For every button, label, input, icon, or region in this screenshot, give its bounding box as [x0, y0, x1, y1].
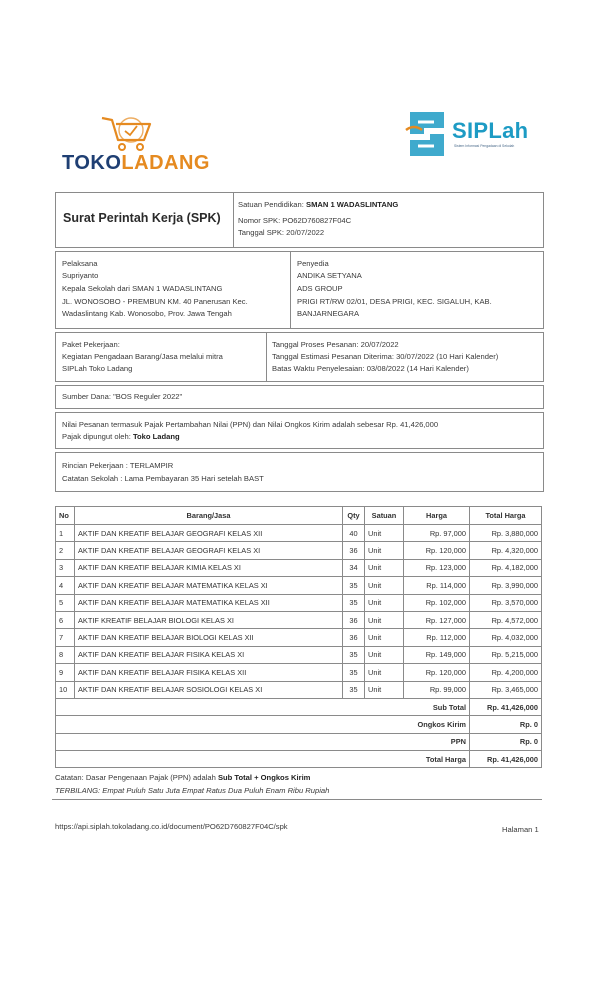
paket-line-1: Kegiatan Pengadaan Barang/Jasa melalui mitra	[62, 352, 223, 361]
pelaksana-address-2: Wadaslintang Kab. Wonosobo, Prov. Jawa Tengah	[62, 309, 232, 318]
cell-no: 9	[56, 664, 75, 681]
summary-value: Rp. 0	[470, 733, 542, 750]
cell-item: AKTIF DAN KREATIF BELAJAR FISIKA KELAS XI	[75, 646, 343, 663]
sumber-dana: Sumber Dana: "BOS Reguler 2022"	[62, 392, 183, 401]
cell-qty: 40	[343, 525, 365, 542]
cell-no: 10	[56, 681, 75, 698]
summary-value: Rp. 41,426,000	[470, 751, 542, 768]
page-number: Halaman 1	[502, 825, 539, 834]
pajak-line-1: Nilai Pesanan termasuk Pajak Pertambahan Nilai (PPN) dan Nilai Ongkos Kirim adalah sebesar Rp. 41,426,000	[62, 420, 439, 429]
siplah-logo	[404, 108, 554, 160]
summary-spacer	[56, 698, 404, 715]
cell-unit: Unit	[365, 577, 404, 594]
penyedia-address-1: PRIGI RT/RW 02/01, DESA PRIGI, KEC. SIGALUH, KAB.	[297, 297, 492, 306]
cell-item: AKTIF DAN KREATIF BELAJAR GEOGRAFI KELAS XI	[75, 542, 343, 559]
siplah-wordmark: SIPLah	[452, 118, 529, 143]
cell-item: AKTIF KREATIF BELAJAR BIOLOGI KELAS XI	[75, 611, 343, 628]
cell-price: Rp. 114,000	[404, 577, 470, 594]
table-row	[56, 577, 542, 594]
col-unit: Satuan	[365, 507, 404, 525]
siplah-tagline: Sistem Informasi Pengadaan di Sekolah	[454, 144, 515, 148]
cell-total: Rp. 4,200,000	[470, 664, 542, 681]
table-row	[56, 594, 542, 611]
cell-total: Rp. 3,465,000	[470, 681, 542, 698]
tanggal-spk: Tanggal SPK: 20/07/2022	[238, 228, 325, 237]
cell-qty: 34	[343, 559, 365, 576]
cell-total: Rp. 4,032,000	[470, 629, 542, 646]
toko-ladang-wordmark: TOKOLADANG	[62, 152, 210, 174]
divider	[52, 799, 542, 800]
col-no: No	[56, 507, 75, 525]
batas-waktu: Batas Waktu Penyelesaian: 03/08/2022 (14 Hari Kalender)	[272, 364, 469, 373]
summary-spacer	[56, 716, 404, 733]
document-url: https://api.siplah.tokoladang.co.id/document/PO62D760827F04C/spk	[55, 822, 288, 831]
cell-unit: Unit	[365, 681, 404, 698]
table-row	[56, 664, 542, 681]
cell-no: 8	[56, 646, 75, 663]
rincian-box	[55, 452, 544, 492]
pajak-line-2: Pajak dipungut oleh: Toko Ladang	[62, 432, 180, 441]
cell-unit: Unit	[365, 542, 404, 559]
cell-unit: Unit	[365, 611, 404, 628]
cell-qty: 35	[343, 681, 365, 698]
cell-price: Rp. 127,000	[404, 611, 470, 628]
cell-item: AKTIF DAN KREATIF BELAJAR MATEMATIKA KELAS XII	[75, 594, 343, 611]
cell-total: Rp. 3,570,000	[470, 594, 542, 611]
cell-price: Rp. 112,000	[404, 629, 470, 646]
table-row	[56, 681, 542, 698]
cell-price: Rp. 120,000	[404, 542, 470, 559]
pelaksana-role: Kepala Sekolah dari SMAN 1 WADASLINTANG	[62, 284, 223, 293]
cell-qty: 35	[343, 664, 365, 681]
cell-item: AKTIF DAN KREATIF BELAJAR FISIKA KELAS XII	[75, 664, 343, 681]
cell-item: AKTIF DAN KREATIF BELAJAR MATEMATIKA KELAS XI	[75, 577, 343, 594]
summary-spacer	[56, 751, 404, 768]
summary-label: Sub Total	[404, 698, 470, 715]
cell-price: Rp. 123,000	[404, 559, 470, 576]
penyedia-name: ANDIKA SETYANA	[297, 271, 362, 280]
table-row	[56, 542, 542, 559]
penyedia-address-2: BANJARNEGARA	[297, 309, 360, 318]
table-row	[56, 559, 542, 576]
cell-qty: 35	[343, 646, 365, 663]
document-title: Surat Perintah Kerja (SPK)	[63, 211, 221, 225]
summary-row	[56, 698, 542, 715]
cell-no: 6	[56, 611, 75, 628]
siplah-s-icon	[404, 108, 450, 160]
summary-label: Total Harga	[404, 751, 470, 768]
col-qty: Qty	[343, 507, 365, 525]
catatan-dpp: Catatan: Dasar Pengenaan Pajak (PPN) adalah Sub Total + Ongkos Kirim	[55, 773, 311, 782]
cell-qty: 36	[343, 611, 365, 628]
table-row	[56, 611, 542, 628]
cell-no: 4	[56, 577, 75, 594]
table-row	[56, 525, 542, 542]
cell-qty: 36	[343, 629, 365, 646]
cell-item: AKTIF DAN KREATIF BELAJAR SOSIOLOGI KELAS XI	[75, 681, 343, 698]
cell-qty: 35	[343, 594, 365, 611]
summary-spacer	[56, 733, 404, 750]
cell-price: Rp. 102,000	[404, 594, 470, 611]
cell-total: Rp. 3,880,000	[470, 525, 542, 542]
cell-unit: Unit	[365, 594, 404, 611]
cell-total: Rp. 4,572,000	[470, 611, 542, 628]
cell-price: Rp. 99,000	[404, 681, 470, 698]
summary-value: Rp. 41,426,000	[470, 698, 542, 715]
nomor-spk: Nomor SPK: PO62D760827F04C	[238, 216, 352, 225]
summary-row	[56, 751, 542, 768]
col-price: Harga	[404, 507, 470, 525]
shopping-cart-icon	[100, 110, 158, 156]
cell-no: 5	[56, 594, 75, 611]
table-row	[56, 629, 542, 646]
penyedia-company: ADS GROUP	[297, 284, 343, 293]
cell-item: AKTIF DAN KREATIF BELAJAR KIMIA KELAS XI	[75, 559, 343, 576]
penyedia-label: Penyedia	[297, 259, 329, 268]
cell-qty: 35	[343, 577, 365, 594]
cell-price: Rp. 149,000	[404, 646, 470, 663]
cell-unit: Unit	[365, 664, 404, 681]
cell-item: AKTIF DAN KREATIF BELAJAR GEOGRAFI KELAS XII	[75, 525, 343, 542]
toko-ladang-logo	[60, 110, 210, 180]
paket-line-2: SIPLah Toko Ladang	[62, 364, 133, 373]
tanggal-proses: Tanggal Proses Pesanan: 20/07/2022	[272, 340, 399, 349]
paket-label: Paket Pekerjaan:	[62, 340, 120, 349]
catatan-sekolah: Catatan Sekolah : Lama Pembayaran 35 Hari setelah BAST	[62, 474, 264, 483]
cell-unit: Unit	[365, 525, 404, 542]
cell-qty: 36	[343, 542, 365, 559]
cell-no: 1	[56, 525, 75, 542]
table-header-row	[56, 507, 542, 525]
cell-total: Rp. 4,320,000	[470, 542, 542, 559]
cell-total: Rp. 5,215,000	[470, 646, 542, 663]
summary-label: PPN	[404, 733, 470, 750]
cell-price: Rp. 120,000	[404, 664, 470, 681]
cell-unit: Unit	[365, 629, 404, 646]
col-total: Total Harga	[470, 507, 542, 525]
summary-row	[56, 716, 542, 733]
cell-total: Rp. 4,182,000	[470, 559, 542, 576]
cell-price: Rp. 97,000	[404, 525, 470, 542]
pelaksana-address-1: JL. WONOSOBO - PREMBUN KM. 40 Panerusan Kec.	[62, 297, 248, 306]
cell-no: 7	[56, 629, 75, 646]
cell-no: 3	[56, 559, 75, 576]
table-row	[56, 646, 542, 663]
tanggal-estimasi: Tanggal Estimasi Pesanan Diterima: 30/07/2022 (10 Hari Kalender)	[272, 352, 499, 361]
summary-value: Rp. 0	[470, 716, 542, 733]
cell-total: Rp. 3,990,000	[470, 577, 542, 594]
pajak-box	[55, 412, 544, 449]
satuan-pendidikan: Satuan Pendidikan: SMAN 1 WADASLINTANG	[238, 200, 399, 209]
pelaksana-name: Supriyanto	[62, 271, 99, 280]
cell-no: 2	[56, 542, 75, 559]
summary-label: Ongkos Kirim	[404, 716, 470, 733]
rincian-pekerjaan: Rincian Pekerjaan : TERLAMPIR	[62, 461, 174, 470]
summary-row	[56, 733, 542, 750]
cell-item: AKTIF DAN KREATIF BELAJAR BIOLOGI KELAS XII	[75, 629, 343, 646]
cell-unit: Unit	[365, 646, 404, 663]
items-table	[55, 506, 542, 768]
pelaksana-label: Pelaksana	[62, 259, 98, 268]
cell-unit: Unit	[365, 559, 404, 576]
col-item: Barang/Jasa	[75, 507, 343, 525]
terbilang: TERBILANG: Empat Puluh Satu Juta Empat Ratus Dua Puluh Enam Ribu Rupiah	[55, 786, 330, 795]
